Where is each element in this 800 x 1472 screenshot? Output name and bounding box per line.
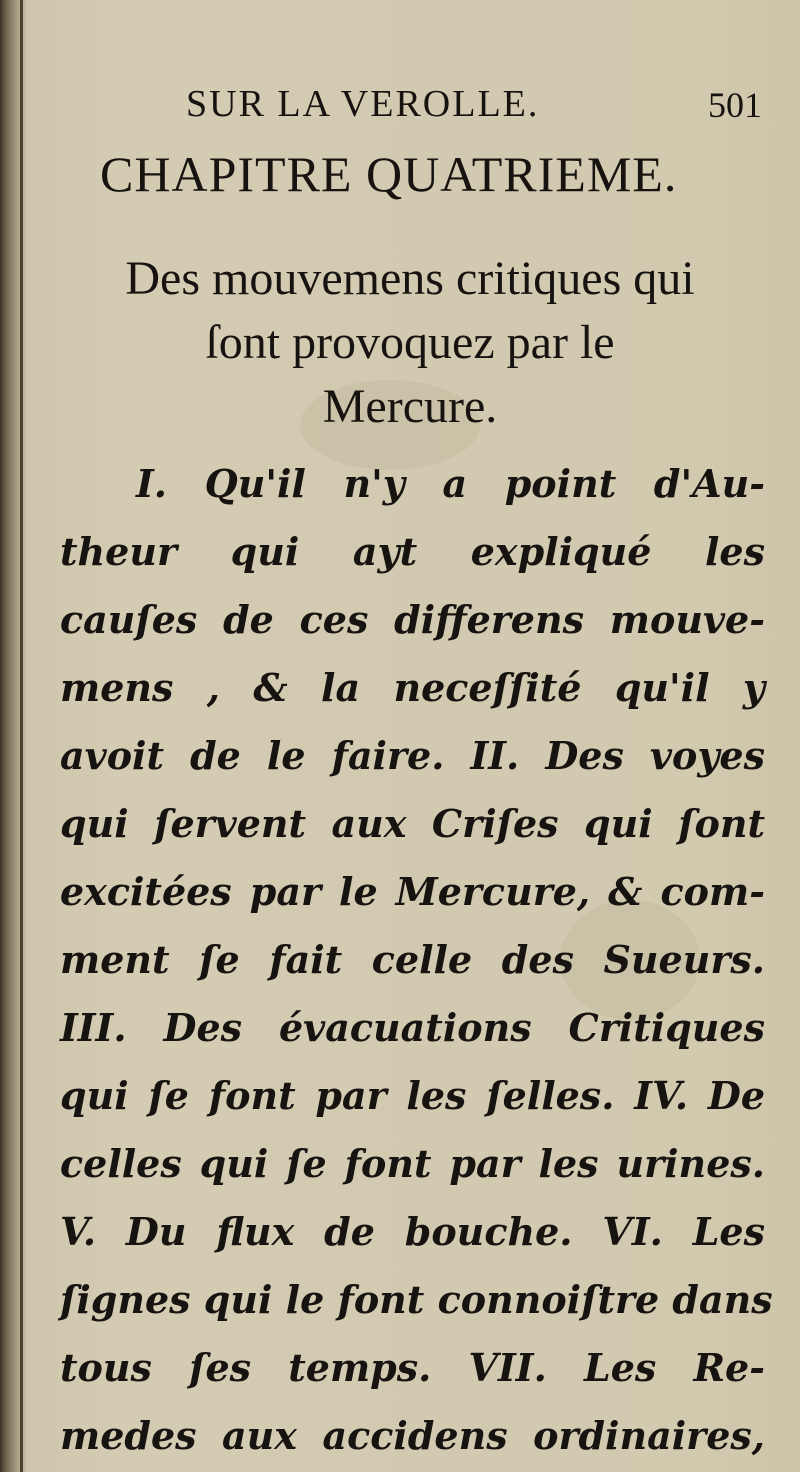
running-head: SUR LA VEROLLE. <box>186 83 540 125</box>
summary-line: avoit de le faire. II. Des voyes <box>60 733 765 778</box>
gutter-rule <box>20 0 23 1472</box>
summary-line: excitées par le Mercure, & com- <box>60 869 765 914</box>
summary-line: tous ſes temps. VII. Les Re- <box>60 1345 765 1390</box>
page-header <box>0 82 800 132</box>
summary-line: cauſes de ces differens mouve- <box>60 597 765 642</box>
summary-line: qui ſervent aux Criſes qui ſont <box>60 801 765 846</box>
summary-line: celles qui ſe font par les urines. <box>60 1141 765 1186</box>
summary-line: ment ſe fait celle des Sueurs. <box>60 937 765 982</box>
summary-line: medes aux accidens ordinaires, <box>60 1413 765 1458</box>
chapter-title: CHAPITRE QUATRIEME. <box>100 146 678 202</box>
chapter-summary <box>60 450 773 1470</box>
heading-line: ſont provoquez par le <box>205 316 615 369</box>
chapter-heading <box>60 247 760 439</box>
page-number: 501 <box>708 85 762 125</box>
summary-line: V. Du flux de bouche. VI. Les <box>60 1209 765 1254</box>
heading-line: Des mouvemens critiques qui <box>125 252 695 305</box>
summary-line: I. Qu'il n'y a point d'Au- <box>136 461 765 506</box>
summary-line: mens , & la neceſſité qu'il y <box>60 665 765 710</box>
summary-line: qui ſe font par les ſelles. IV. De <box>60 1073 765 1118</box>
summary-line: theur qui ayt expliqué les <box>60 529 765 574</box>
heading-line: Mercure. <box>322 380 498 433</box>
summary-line: ſignes qui le font connoiſtre dans <box>60 1277 773 1322</box>
summary-line: III. Des évacuations Critiques <box>60 1005 765 1050</box>
